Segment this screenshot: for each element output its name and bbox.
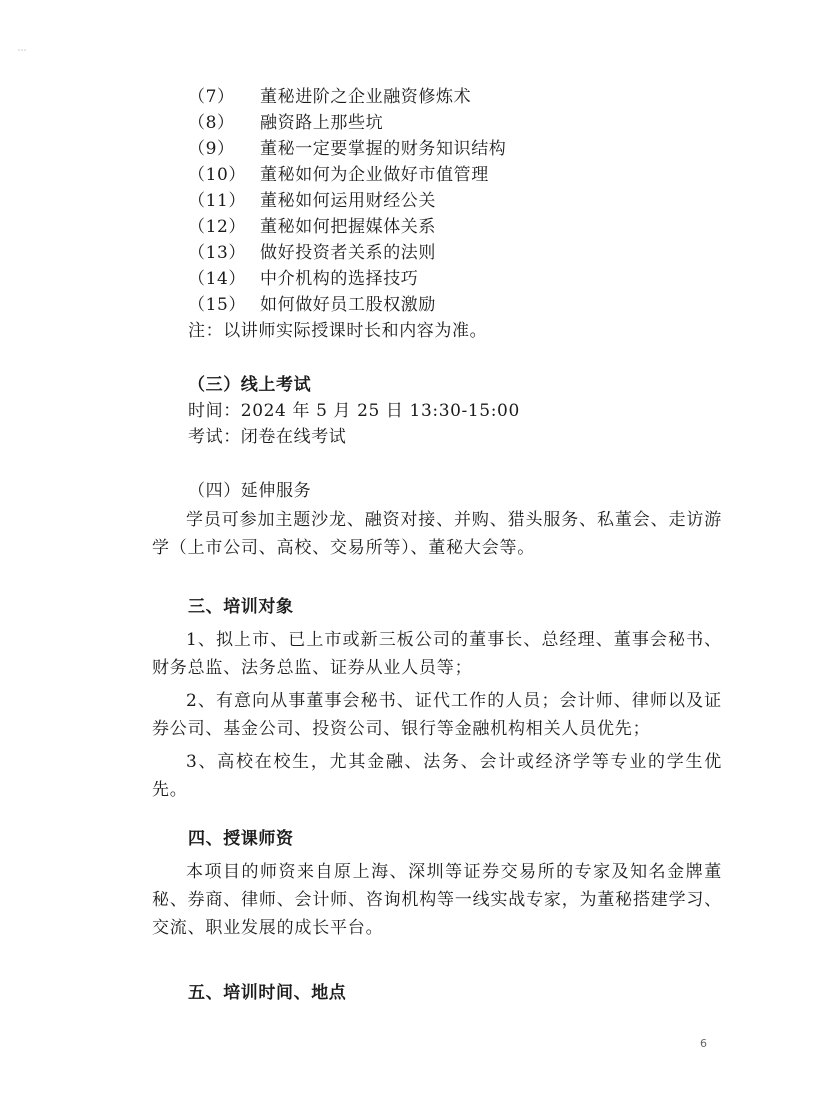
online-exam-time: 时间：2024 年 5 月 25 日 13:30-15:00 xyxy=(188,401,520,421)
online-exam-type: 考试：闭卷在线考试 xyxy=(188,427,347,447)
list-item xyxy=(188,112,383,134)
list-item xyxy=(188,164,489,186)
note-text: 注：以讲师实际授课时长和内容为准。 xyxy=(188,321,488,341)
list-item-number: （8） xyxy=(188,113,235,133)
list-item-number: （13） xyxy=(188,243,247,263)
list-item-text: 董秘一定要掌握的财务知识结构 xyxy=(260,139,507,159)
section-3-heading: 三、培训对象 xyxy=(188,597,294,617)
list-item xyxy=(188,190,436,212)
section-4-heading: 四、授课师资 xyxy=(188,829,294,849)
section-4-paragraph: 本项目的师资来自原上海、深圳等证券交易所的专家及知名金牌董秘、券商、律师、会计师、咨询机构等一线实战专家，为董秘搭建学习、交流、职业发展的成长平台。 xyxy=(152,862,722,938)
list-item xyxy=(188,242,436,264)
list-item xyxy=(188,86,471,108)
section-4-body xyxy=(152,858,722,947)
list-item xyxy=(188,138,506,160)
list-item-number: （15） xyxy=(188,295,247,315)
list-item xyxy=(188,294,436,316)
list-item xyxy=(188,216,436,238)
list-item-text: 董秘如何为企业做好市值管理 xyxy=(260,165,489,185)
section-3-body xyxy=(152,626,722,809)
page-number: 6 xyxy=(700,1037,707,1050)
list-item xyxy=(188,268,418,290)
online-exam-heading: （三）线上考试 xyxy=(188,375,312,395)
section-3-item: 3、高校在校生，尤其金融、法务、会计或经济学等专业的学生优先。 xyxy=(152,752,722,800)
section-3-item: 2、有意向从事董事会秘书、证代工作的人员；会计师、律师以及证券公司、基金公司、投资公司、银行等金融机构相关人员优先； xyxy=(152,691,722,739)
list-item-number: （10） xyxy=(188,165,247,185)
extended-service-paragraph: 学员可参加主题沙龙、融资对接、并购、猎头服务、私董会、走访游学（上市公司、高校、交易所等）、董秘大会等。 xyxy=(152,510,722,558)
section-3-item: 1、拟上市、已上市或新三板公司的董事长、总经理、董事会秘书、财务总监、法务总监、证券从业人员等； xyxy=(152,630,722,678)
list-item-text: 做好投资者关系的法则 xyxy=(260,243,436,263)
list-item-number: （14） xyxy=(188,269,247,289)
list-item-number: （7） xyxy=(188,87,235,107)
scan-speck-mark xyxy=(18,36,30,40)
list-item-number: （9） xyxy=(188,139,235,159)
list-item-text: 董秘进阶之企业融资修炼术 xyxy=(260,87,472,107)
list-item-text: 融资路上那些坑 xyxy=(260,113,384,133)
list-item-number: （12） xyxy=(188,217,247,237)
section-5-heading: 五、培训时间、地点 xyxy=(188,983,347,1003)
extended-service-heading: （四）延伸服务 xyxy=(188,481,312,501)
list-item-number: （11） xyxy=(188,191,247,211)
list-item-text: 如何做好员工股权激励 xyxy=(260,295,436,315)
list-item-text: 董秘如何运用财经公关 xyxy=(260,191,436,211)
list-item-text: 中介机构的选择技巧 xyxy=(260,269,419,289)
list-item-text: 董秘如何把握媒体关系 xyxy=(260,217,436,237)
extended-service-body xyxy=(152,506,722,567)
